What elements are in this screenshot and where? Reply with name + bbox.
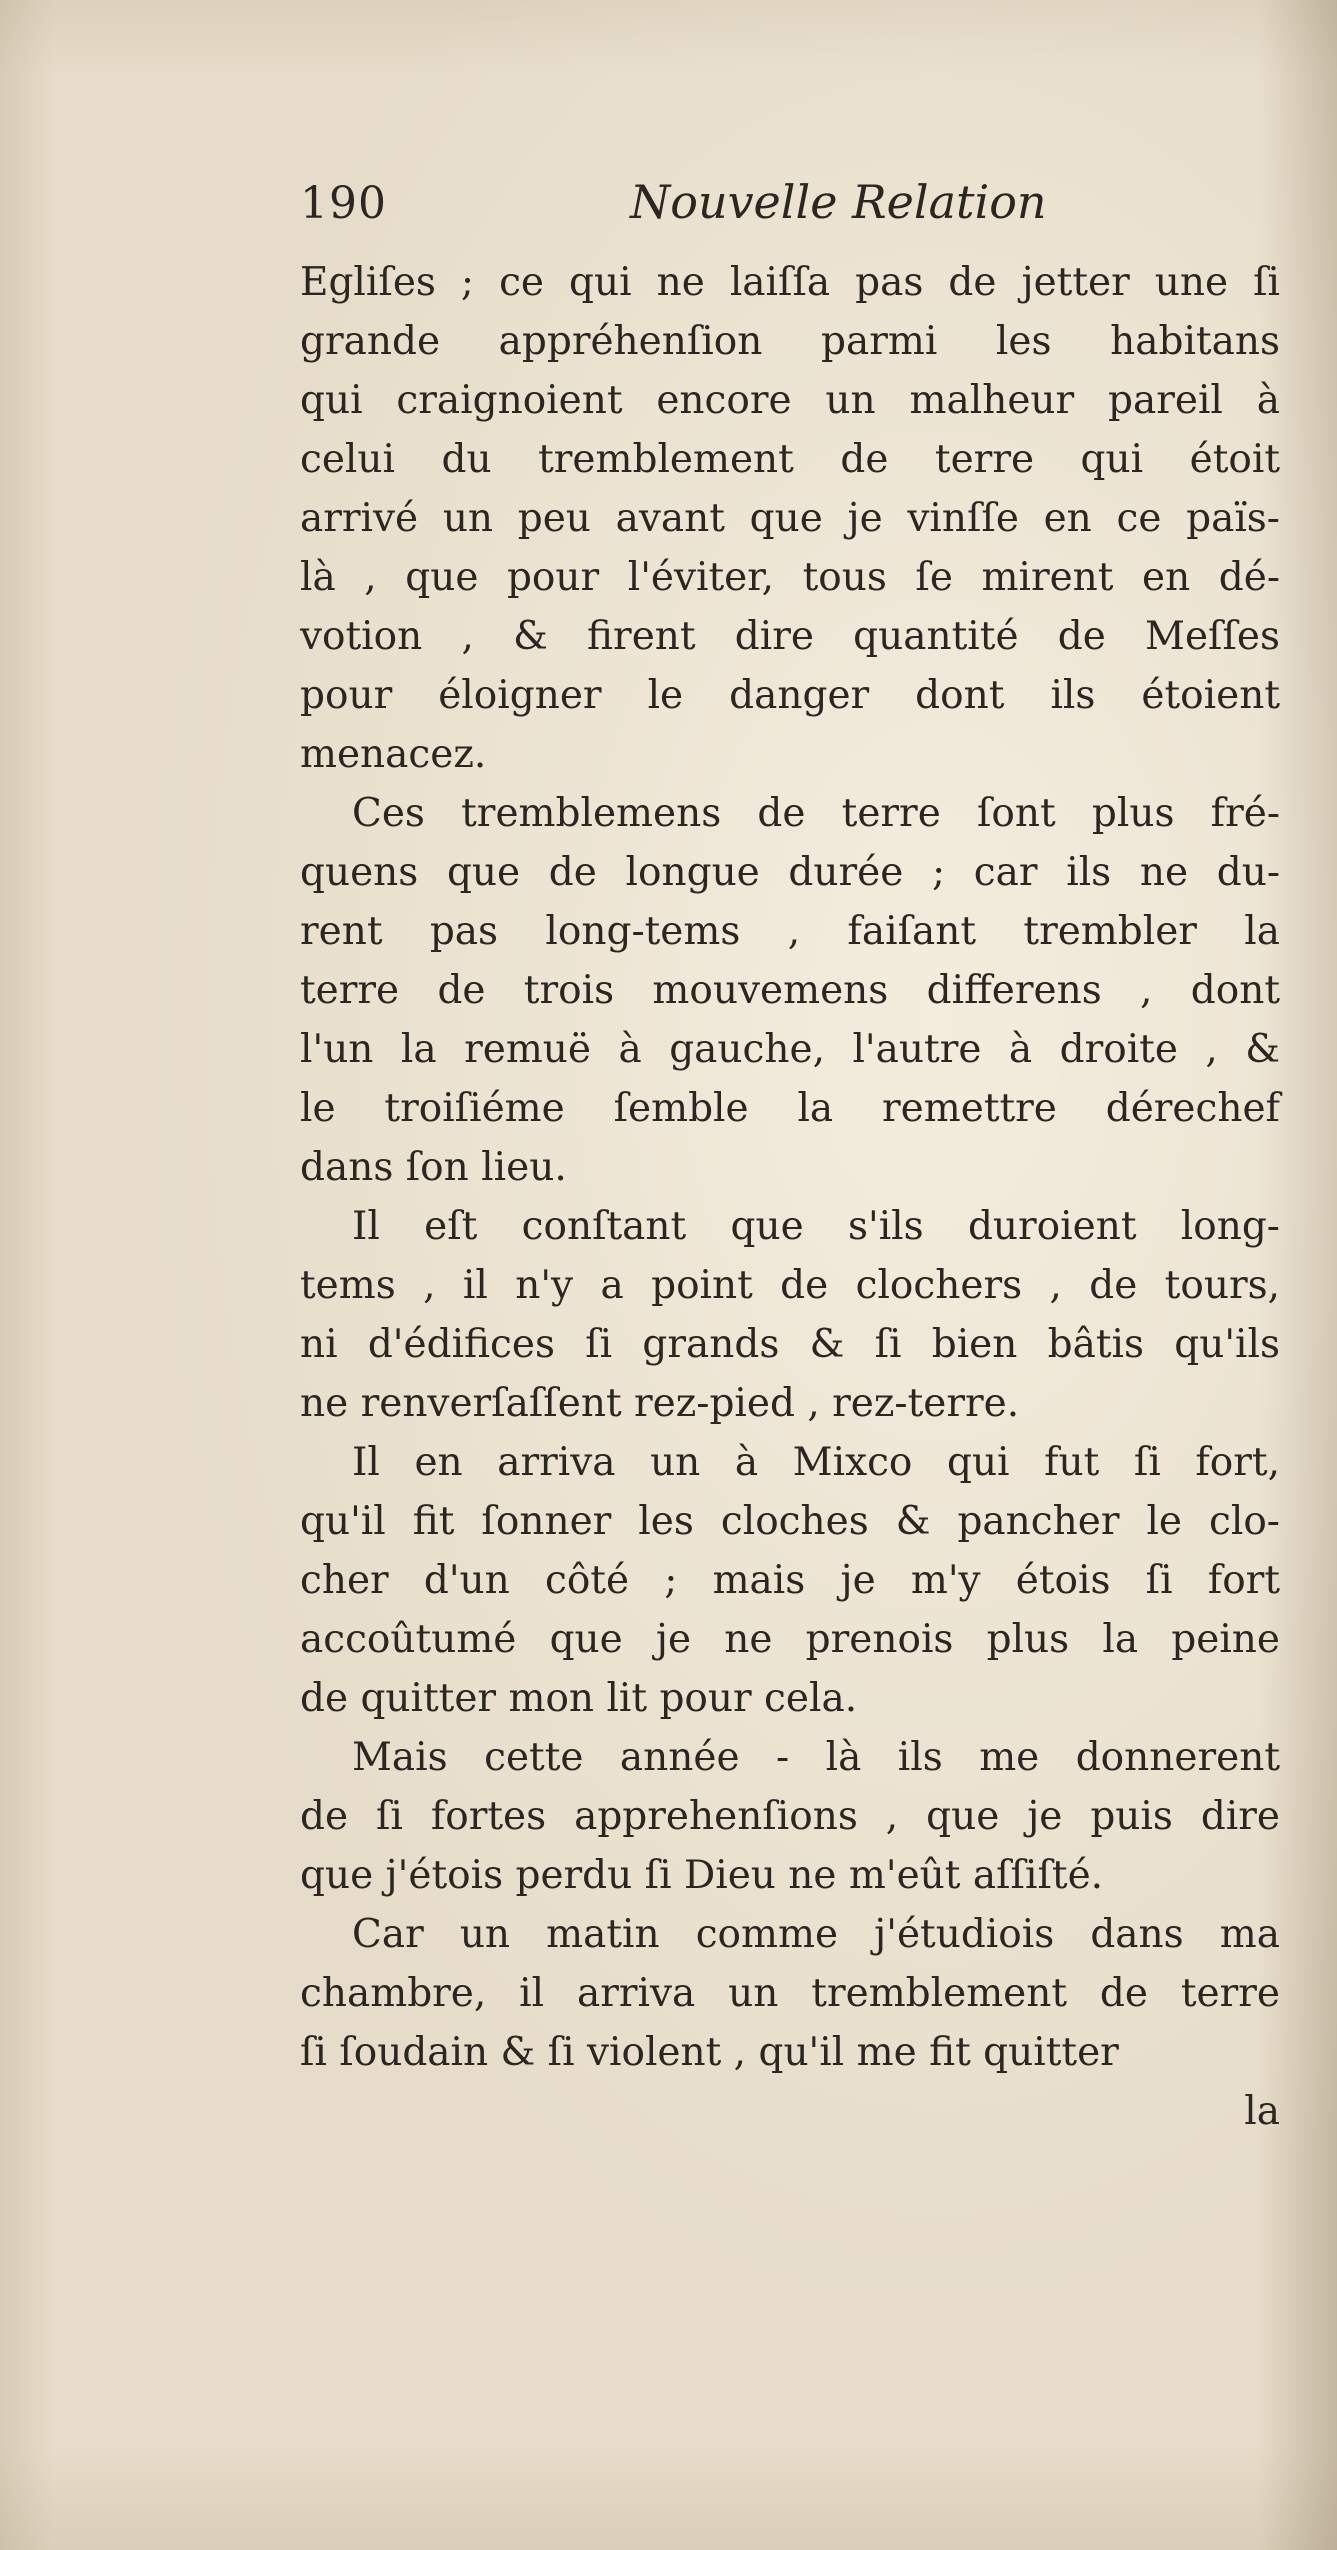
text-line: quens que de longue durée ; car ils ne du- <box>300 850 1280 895</box>
paragraph <box>300 1905 1280 2082</box>
text-line: Ces tremblemens de terre ſont plus fré- <box>352 791 1280 836</box>
text-line: l'un la remuë à gauche, l'autre à droite , & <box>300 1027 1280 1072</box>
text-line: que j'étois perdu ſi Dieu ne m'eût aſſiſté. <box>300 1853 1104 1898</box>
text-line: Il eſt conſtant que s'ils duroient long- <box>352 1204 1280 1249</box>
page-number: 190 <box>300 178 387 229</box>
paragraph <box>300 1197 1280 1433</box>
catchword: la <box>1244 2089 1280 2134</box>
text-line: là , que pour l'éviter, tous ſe mirent en dé- <box>300 555 1280 600</box>
text-line: cher d'un côté ; mais je m'y étois ſi fort <box>300 1558 1280 1603</box>
text-line: qui craignoient encore un malheur pareil à <box>300 378 1280 423</box>
text-line: dans ſon lieu. <box>300 1145 567 1190</box>
text-line: Il en arriva un à Mixco qui fut ſi fort, <box>352 1440 1280 1485</box>
text-line: grande appréhenſion parmi les habitans <box>300 319 1280 364</box>
text-line: ni d'édifices ſi grands & ſi bien bâtis qu'ils <box>300 1322 1280 1367</box>
text-line: tems , il n'y a point de clochers , de tours, <box>300 1263 1280 1308</box>
running-head <box>300 175 1280 253</box>
text-line: de quitter mon lit pour cela. <box>300 1676 858 1721</box>
body-text <box>300 253 1280 2082</box>
text-line: accoûtumé que je ne prenois plus la peine <box>300 1617 1280 1662</box>
text-line: Car un matin comme j'étudiois dans ma <box>352 1912 1280 1957</box>
paragraph <box>300 1433 1280 1728</box>
text-block <box>300 175 1280 2141</box>
text-line: menacez. <box>300 732 487 777</box>
text-line: Mais cette année - là ils me donnerent <box>352 1735 1280 1780</box>
text-line: terre de trois mouvemens differens , dont <box>300 968 1280 1013</box>
text-line: Egliſes ; ce qui ne laiſſa pas de jetter une ſi <box>300 260 1280 305</box>
paragraph <box>300 253 1280 784</box>
text-line: le troiſiéme ſemble la remettre dérechef <box>300 1086 1280 1131</box>
text-line: qu'il fit ſonner les cloches & pancher le clo- <box>300 1499 1280 1544</box>
text-line: celui du tremblement de terre qui étoit <box>300 437 1280 482</box>
text-line: votion , & firent dire quantité de Meſſes <box>300 614 1280 659</box>
paragraph <box>300 1728 1280 1905</box>
text-line: de ſi fortes apprehenſions , que je puis dire <box>300 1794 1280 1839</box>
text-line: ſi ſoudain & ſi violent , qu'il me fit quitter <box>300 2030 1119 2075</box>
text-line: chambre, il arriva un tremblement de terre <box>300 1971 1280 2016</box>
paragraph <box>300 784 1280 1197</box>
text-line: arrivé un peu avant que je vinſſe en ce païs- <box>300 496 1280 541</box>
text-line: pour éloigner le danger dont ils étoient <box>300 673 1280 718</box>
text-line: rent pas long-tems , faiſant trembler la <box>300 909 1280 954</box>
running-title: Nouvelle Relation <box>630 175 1047 229</box>
text-line: ne renverſaſſent rez-pied , rez-terre. <box>300 1381 1020 1426</box>
